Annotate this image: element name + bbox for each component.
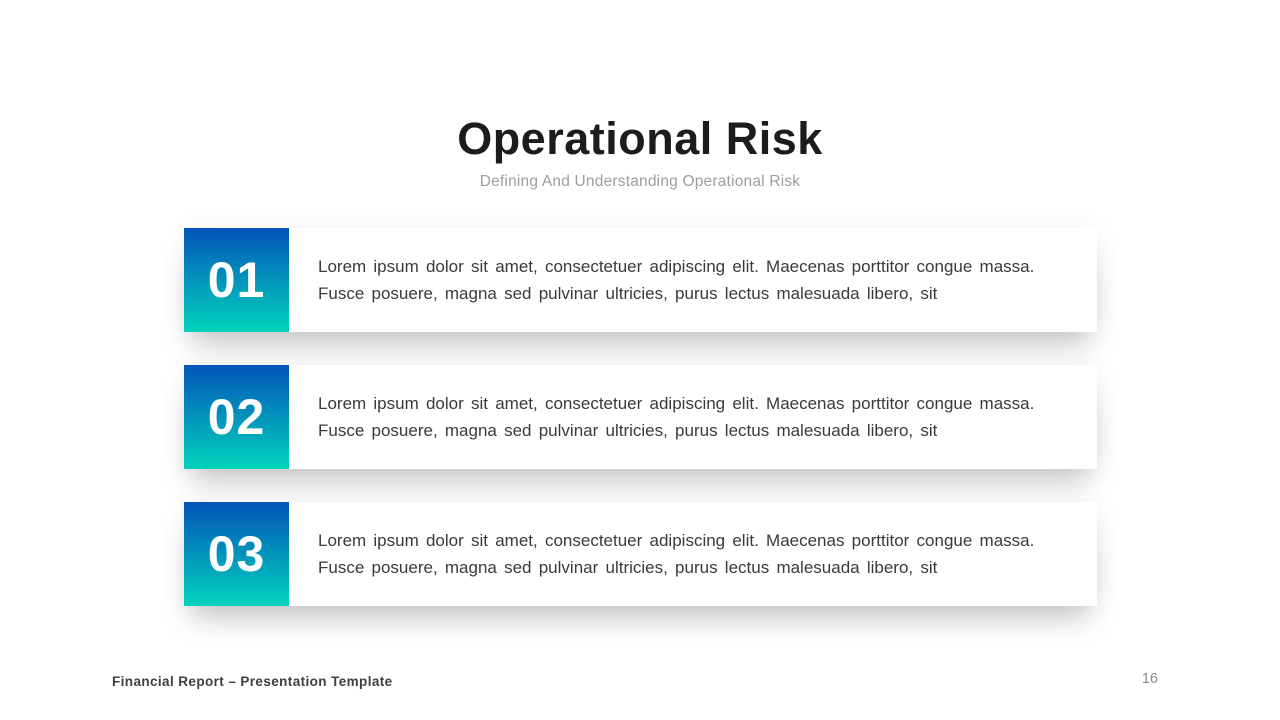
item-3-number-badge: [184, 502, 289, 606]
slide-header: [0, 114, 1280, 191]
item-3-text-line-1: Lorem ipsum dolor sit amet, consectetuer adipiscing elit. Maecenas porttitor congue massa.: [318, 531, 1035, 550]
list-item-1: [184, 228, 1097, 332]
item-2-number: 02: [207, 389, 266, 445]
list-item-3: [184, 502, 1097, 606]
list-item-2: [184, 365, 1097, 469]
item-1-text: [289, 228, 1097, 332]
item-1-number: 01: [207, 252, 266, 308]
items-list: [184, 228, 1097, 639]
item-1-text-line-1: Lorem ipsum dolor sit amet, consectetuer adipiscing elit. Maecenas porttitor congue massa.: [318, 257, 1035, 276]
item-2-text-line-1: Lorem ipsum dolor sit amet, consectetuer adipiscing elit. Maecenas porttitor congue massa.: [318, 394, 1035, 413]
item-3-number: 03: [207, 526, 266, 582]
item-3-text: [289, 502, 1097, 606]
page-number: 16: [1141, 671, 1158, 687]
footer-title: Financial Report – Presentation Template: [112, 674, 393, 689]
item-2-text: [289, 365, 1097, 469]
item-3-text-line-2: Fusce posuere, magna sed pulvinar ultricies, purus lectus malesuada libero, sit: [318, 558, 938, 577]
item-2-text-line-2: Fusce posuere, magna sed pulvinar ultricies, purus lectus malesuada libero, sit: [318, 421, 938, 440]
item-2-number-badge: [184, 365, 289, 469]
slide-title: Operational Risk: [457, 113, 823, 164]
item-1-number-badge: [184, 228, 289, 332]
slide-subtitle: Defining And Understanding Operational Risk: [479, 172, 801, 190]
item-1-text-line-2: Fusce posuere, magna sed pulvinar ultricies, purus lectus malesuada libero, sit: [318, 284, 938, 303]
